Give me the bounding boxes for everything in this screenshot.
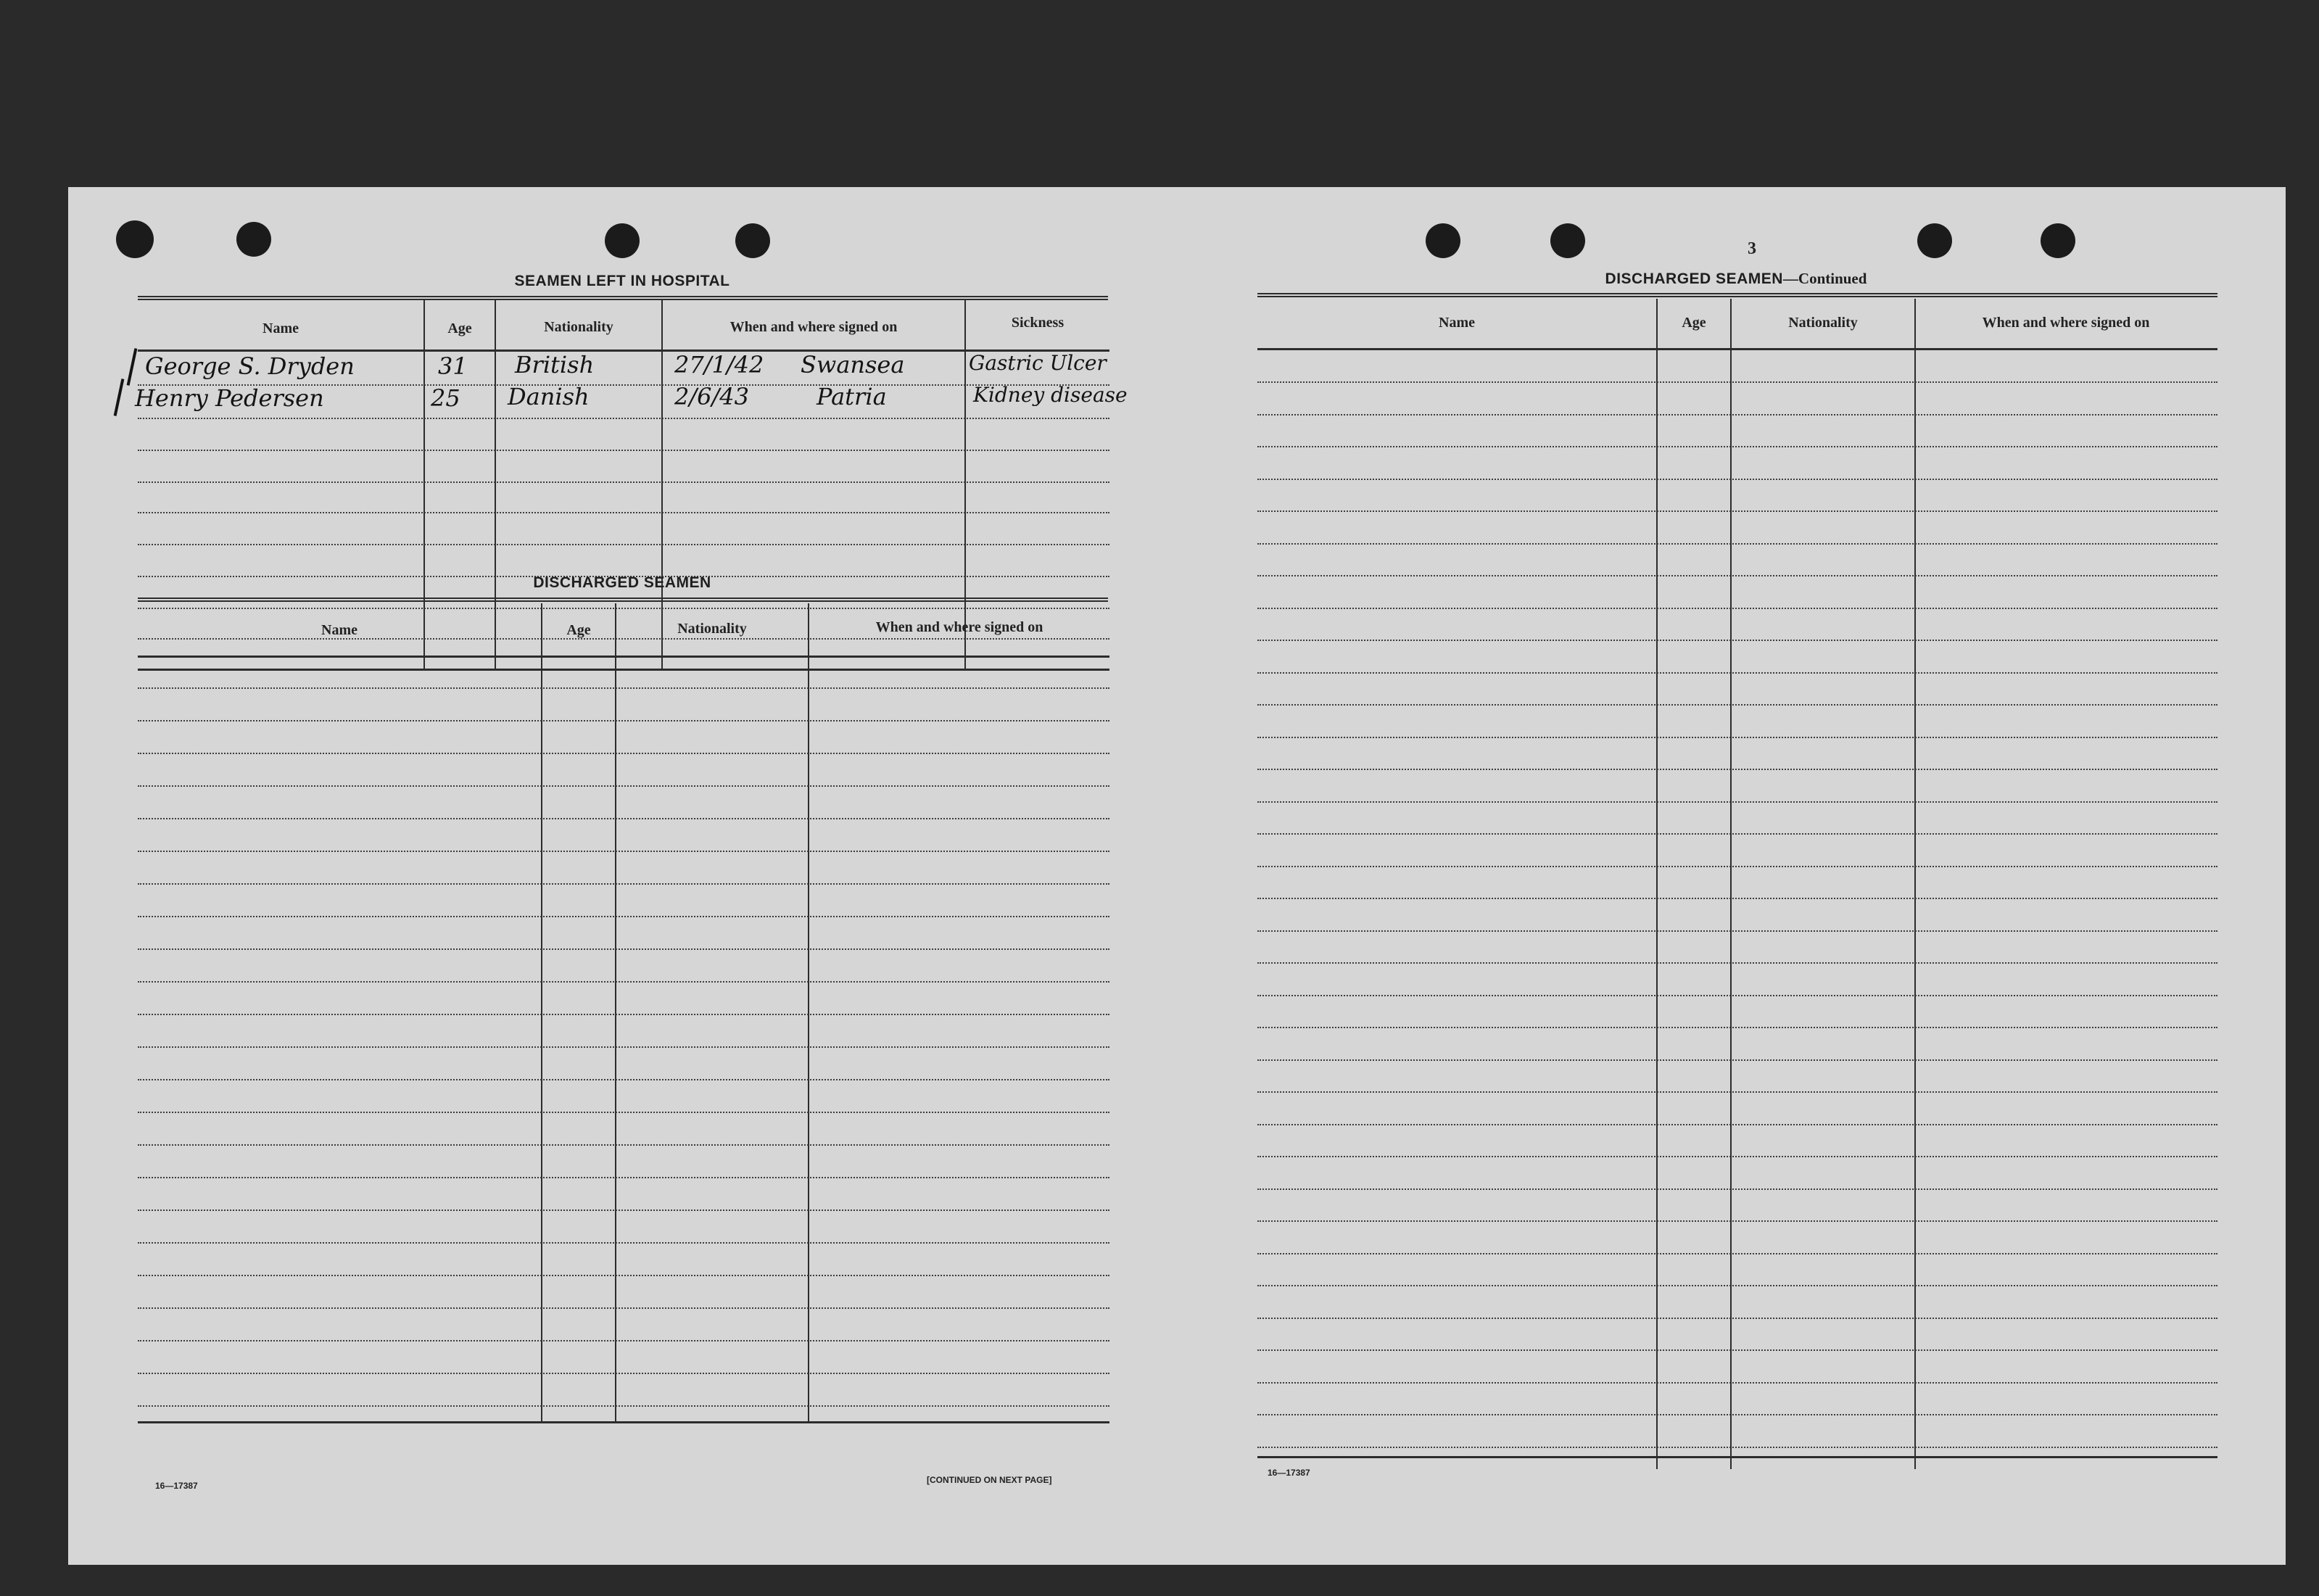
hospital-entry-nationality: British: [515, 351, 595, 379]
ledger-row-line: [138, 916, 1109, 917]
hospital-entry-place: Patria: [817, 383, 887, 410]
hospital-header-sickness: Sickness: [1011, 315, 1065, 331]
right-header-rule: [1257, 348, 2217, 350]
ledger-row-line: [1257, 414, 2217, 415]
ledger-row-line: [1257, 543, 2217, 545]
right-col-divider: [1656, 299, 1658, 1469]
ledger-row-line: [1257, 1349, 2217, 1351]
discharged-header-age: Age: [566, 622, 591, 638]
discharged-continued-title-suffix: —Continued: [1782, 270, 1867, 287]
punch-hole: [236, 222, 271, 257]
ledger-row-line: [1257, 1220, 2217, 1222]
ledger-row-line: [138, 1177, 1109, 1178]
ledger-row-line: [1257, 1156, 2217, 1157]
discharged-section-title: DISCHARGED SEAMEN: [533, 574, 711, 591]
ledger-row-line: [1257, 962, 2217, 964]
punch-hole: [605, 223, 640, 258]
hospital-header-nationality: Nationality: [544, 319, 613, 335]
ledger-row-line: [138, 1275, 1109, 1276]
right-top-rule: [1257, 293, 2217, 297]
hospital-entry-sickness: Kidney disease: [973, 383, 1128, 407]
discharged-col-divider: [541, 603, 542, 1421]
ledger-row-line: [1257, 995, 2217, 996]
ledger-row-line: [138, 981, 1109, 983]
ledger-row-line: [138, 720, 1109, 721]
discharged-header-nationality: Nationality: [677, 621, 747, 637]
hospital-col-divider: [495, 300, 496, 670]
ledger-row-line: [1257, 479, 2217, 480]
ledger-row-line: [1257, 930, 2217, 932]
continued-note: [CONTINUED ON NEXT PAGE]: [927, 1475, 1052, 1485]
hospital-section-title: SEAMEN LEFT IN HOSPITAL: [514, 273, 730, 289]
ledger-row-line: [1257, 608, 2217, 609]
hospital-row-line: [138, 450, 1109, 451]
ledger-row-line: [1257, 737, 2217, 738]
hospital-col-divider: [661, 300, 663, 670]
ledger-row-line: [138, 948, 1109, 950]
ledger-row-line: [1257, 1027, 2217, 1028]
discharged-top-rule: [138, 598, 1108, 602]
ledger-row-line: [138, 1210, 1109, 1211]
ledger-row-line: [138, 753, 1109, 754]
right-header-signed-on: When and where signed on: [1982, 315, 2150, 331]
ledger-row-line: [1257, 769, 2217, 770]
ledger-row-line: [138, 1046, 1109, 1048]
right-header-nationality: Nationality: [1788, 315, 1858, 331]
hospital-col-divider: [964, 300, 966, 670]
hospital-entry-place: Swansea: [801, 351, 905, 379]
check-mark: [114, 379, 125, 416]
right-col-divider: [1730, 299, 1732, 1469]
ledger-row-line: [138, 1242, 1109, 1244]
ledger-row-line: [1257, 672, 2217, 674]
ledger-row-line: [1257, 1124, 2217, 1125]
punch-hole: [735, 223, 770, 258]
ledger-row-line: [138, 1373, 1109, 1374]
hospital-header-rule: [138, 350, 1109, 352]
discharged-continued-title-main: DISCHARGED SEAMEN: [1605, 270, 1783, 287]
ledger-bottom-rule: [138, 1421, 1109, 1423]
discharged-header-signed-on: When and where signed on: [875, 619, 1043, 635]
discharged-header-rule: [138, 656, 1109, 658]
ledger-row-line: [1257, 866, 2217, 867]
hospital-row-line: [138, 418, 1109, 419]
hospital-entry-age: 25: [431, 384, 460, 412]
check-mark: [127, 348, 138, 386]
hospital-row-line: [138, 512, 1109, 513]
ledger-row-line: [1257, 1318, 2217, 1319]
punch-hole: [2041, 223, 2075, 258]
punch-hole: [1426, 223, 1460, 258]
right-header-name: Name: [1439, 315, 1475, 331]
ledger-row-line: [138, 785, 1109, 787]
hospital-header-age: Age: [447, 321, 472, 336]
right-header-age: Age: [1682, 315, 1706, 331]
hospital-entry-sickness: Gastric Ulcer: [969, 351, 1107, 375]
page-number: 3: [1748, 239, 1756, 258]
right-col-divider: [1914, 299, 1916, 1469]
hospital-header-signed-on: When and where signed on: [729, 319, 898, 335]
ledger-row-line: [1257, 1091, 2217, 1093]
hospital-entry-name: Henry Pedersen: [135, 384, 324, 412]
hospital-header-name: Name: [263, 321, 299, 336]
hospital-entry-date: 2/6/43: [674, 383, 749, 410]
hospital-row-line: [138, 481, 1109, 483]
ledger-row-line: [1257, 1059, 2217, 1061]
hospital-top-rule: [138, 296, 1108, 300]
ledger-row-line: [138, 851, 1109, 852]
ledger-row-line: [138, 1112, 1109, 1113]
ledger-row-line: [1257, 640, 2217, 641]
hospital-row-line: [138, 544, 1109, 545]
hospital-entry-date: 27/1/42: [674, 351, 764, 379]
ledger-row-line: [1257, 1188, 2217, 1190]
ledger-row-line: [1257, 575, 2217, 576]
discharged-col-divider: [808, 603, 809, 1421]
ledger-row-line: [138, 1405, 1109, 1407]
ledger-row-line: [138, 1014, 1109, 1015]
ledger-row-line: [1257, 1414, 2217, 1415]
ledger-row-line: [1257, 801, 2217, 803]
ledger-row-line: [138, 1307, 1109, 1309]
ledger-row-line: [1257, 1253, 2217, 1254]
ledger-row-line: [1257, 704, 2217, 706]
hospital-bottom-rule: [138, 669, 1109, 671]
discharged-col-divider: [615, 603, 616, 1421]
ledger-row-line: [138, 1144, 1109, 1146]
ledger-row-line: [1257, 898, 2217, 899]
hospital-entry-age: 31: [438, 352, 468, 380]
ledger-row-line: [1257, 381, 2217, 383]
ledger-row-line: [138, 687, 1109, 689]
ledger-row-line: [1257, 1285, 2217, 1286]
ledger-row-line: [138, 818, 1109, 819]
ledger-row-line: [138, 883, 1109, 885]
punch-hole: [1917, 223, 1952, 258]
hospital-row-line: [138, 608, 1109, 609]
discharged-header-name: Name: [321, 622, 357, 638]
hospital-col-divider: [423, 300, 425, 670]
hospital-entry-name: George S. Dryden: [145, 352, 355, 380]
ledger-row-line: [1257, 510, 2217, 512]
discharged-continued-title: [1257, 270, 2215, 288]
form-number: 16—17387: [1268, 1468, 1310, 1478]
ledger-row-line: [1257, 446, 2217, 447]
form-number: 16—17387: [155, 1481, 198, 1491]
hospital-entry-nationality: Danish: [508, 383, 590, 410]
ledger-row-line: [138, 1340, 1109, 1341]
ledger-row-line: [1257, 1382, 2217, 1384]
punch-hole: [116, 220, 154, 258]
punch-hole: [1550, 223, 1585, 258]
ledger-row-line: [1257, 833, 2217, 835]
ledger-row-line: [138, 1079, 1109, 1080]
ledger-row-line: [1257, 1447, 2217, 1448]
ledger-bottom-rule: [1257, 1456, 2217, 1458]
document-sheet: [68, 187, 2286, 1565]
